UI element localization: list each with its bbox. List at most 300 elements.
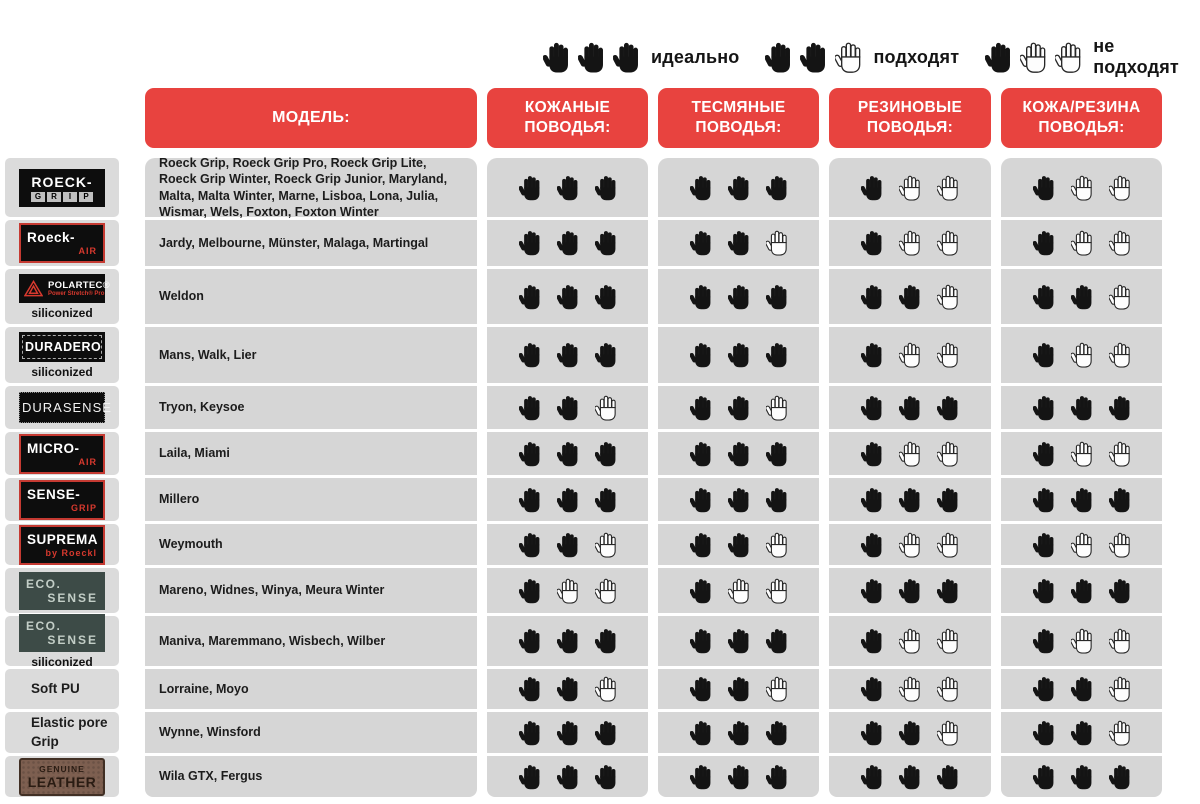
legend-label-ideal: идеально <box>651 46 740 67</box>
material-item-11 <box>5 712 119 753</box>
hand-filled-icon <box>899 284 921 310</box>
hand-filled-icon <box>519 764 541 790</box>
model-cell <box>145 616 477 666</box>
materials-sidebar <box>5 158 119 797</box>
hand-rating <box>1033 395 1131 421</box>
rating-cell <box>829 478 991 521</box>
rating-cell <box>658 269 819 324</box>
siliconized-label: siliconized <box>31 654 93 669</box>
legend-hands-not-suitable <box>985 42 1082 73</box>
legend-item-ideal <box>543 42 739 73</box>
hand-filled-icon <box>766 342 788 368</box>
rating-cell <box>487 568 648 613</box>
rating-cell <box>658 669 819 709</box>
hand-filled-icon <box>728 720 750 746</box>
material-label: Soft PU <box>31 680 80 696</box>
hand-filled-icon <box>1071 676 1093 702</box>
hand-filled-icon <box>1071 764 1093 790</box>
rating-cell <box>1001 712 1162 753</box>
column-header-2: ТЕСМЯНЫЕ ПОВОДЬЯ: <box>658 88 819 148</box>
hand-filled-icon <box>1033 764 1055 790</box>
model-cell <box>145 269 477 324</box>
legend-hands-ideal <box>543 42 640 73</box>
rating-cell <box>487 158 648 217</box>
siliconized-label: siliconized <box>31 305 93 320</box>
hand-filled-icon <box>519 628 541 654</box>
hand-filled-icon <box>937 487 959 513</box>
hand-filled-icon <box>519 720 541 746</box>
hand-filled-icon <box>519 441 541 467</box>
hand-filled-icon <box>690 441 712 467</box>
hand-outline-icon <box>937 441 959 467</box>
material-logo-genuine-leather: GENUINE LEATHER <box>19 758 105 796</box>
model-names: Mareno, Widnes, Winya, Meura Winter <box>159 583 385 598</box>
model-names: Roeck Grip, Roeck Grip Pro, Roeck Grip Lite, Roeck Grip Winter, Roeck Grip Junior, Maryland, Malta, Malta Winter, Marne, Lisboa, Lona, Julia, Wismar, Wels, Foxton, Foxton Winter <box>159 155 448 219</box>
material-item-1 <box>5 220 119 266</box>
hand-filled-icon <box>557 764 579 790</box>
hand-rating <box>690 628 788 654</box>
model-cell <box>145 432 477 475</box>
hand-rating <box>1033 628 1131 654</box>
hand-filled-icon <box>690 230 712 256</box>
material-logo-ecosense: ECO. SENSE <box>19 572 105 610</box>
hand-filled-icon <box>766 628 788 654</box>
hand-outline-icon <box>1109 676 1131 702</box>
hand-filled-icon <box>557 676 579 702</box>
hand-outline-icon <box>937 175 959 201</box>
compatibility-table <box>145 155 1162 797</box>
material-item-4 <box>5 386 119 429</box>
material-logo-duradero: DURADERO <box>19 332 105 362</box>
hand-filled-icon <box>557 342 579 368</box>
hand-rating <box>519 532 617 558</box>
hand-outline-icon <box>1109 720 1131 746</box>
hand-filled-icon <box>728 230 750 256</box>
hand-filled-icon <box>861 342 883 368</box>
model-cell <box>145 478 477 521</box>
hand-filled-icon <box>595 487 617 513</box>
hand-outline-icon <box>766 532 788 558</box>
hand-filled-icon <box>557 284 579 310</box>
hand-filled-icon <box>1033 230 1055 256</box>
hand-filled-icon <box>543 42 570 73</box>
hand-rating <box>519 342 617 368</box>
rating-cell <box>1001 269 1162 324</box>
material-logo: MICRO- AIR <box>19 434 105 474</box>
hand-outline-icon <box>899 676 921 702</box>
hand-rating <box>1033 676 1131 702</box>
rating-cell <box>1001 478 1162 521</box>
rating-cell <box>1001 220 1162 266</box>
hand-filled-icon <box>766 284 788 310</box>
hand-rating <box>1033 720 1131 746</box>
hand-filled-icon <box>800 42 827 73</box>
hand-rating <box>690 230 788 256</box>
rating-cell <box>829 269 991 324</box>
rating-cell <box>1001 386 1162 429</box>
hand-outline-icon <box>899 532 921 558</box>
hand-rating <box>690 676 788 702</box>
hand-filled-icon <box>557 441 579 467</box>
hand-filled-icon <box>595 720 617 746</box>
hand-filled-icon <box>861 230 883 256</box>
rating-cell <box>829 327 991 383</box>
hand-rating <box>519 395 617 421</box>
hand-filled-icon <box>899 578 921 604</box>
material-item-10 <box>5 669 119 709</box>
hand-rating <box>861 487 959 513</box>
legend-hands-suitable <box>765 42 862 73</box>
material-logo-ecosense: ECO. SENSE <box>19 614 105 652</box>
hand-filled-icon <box>557 532 579 558</box>
hand-rating <box>519 628 617 654</box>
model-names: Lorraine, Moyo <box>159 681 249 696</box>
legend <box>543 36 1200 78</box>
hand-rating <box>690 441 788 467</box>
hand-outline-icon <box>1071 175 1093 201</box>
hand-filled-icon <box>728 628 750 654</box>
hand-rating <box>519 676 617 702</box>
hand-outline-icon <box>1109 284 1131 310</box>
rating-cell <box>1001 756 1162 797</box>
legend-label-suitable: подходят <box>873 46 960 67</box>
hand-filled-icon <box>766 764 788 790</box>
hand-filled-icon <box>861 764 883 790</box>
hand-outline-icon <box>1109 441 1131 467</box>
hand-rating <box>1033 487 1131 513</box>
rating-cell <box>658 568 819 613</box>
hand-filled-icon <box>1033 284 1055 310</box>
hand-rating <box>519 764 617 790</box>
rating-cell <box>487 756 648 797</box>
hand-filled-icon <box>766 175 788 201</box>
hand-rating <box>861 532 959 558</box>
hand-filled-icon <box>595 441 617 467</box>
hand-rating <box>519 230 617 256</box>
hand-rating <box>690 578 788 604</box>
hand-filled-icon <box>595 284 617 310</box>
rating-cell <box>1001 568 1162 613</box>
model-names: Weldon <box>159 289 204 304</box>
material-item-8 <box>5 568 119 613</box>
rating-cell <box>1001 327 1162 383</box>
hand-rating <box>690 395 788 421</box>
material-item-2 <box>5 269 119 324</box>
model-names: Millero <box>159 492 200 507</box>
hand-filled-icon <box>1033 441 1055 467</box>
hand-filled-icon <box>519 487 541 513</box>
hand-filled-icon <box>937 764 959 790</box>
hand-outline-icon <box>595 532 617 558</box>
hand-filled-icon <box>519 230 541 256</box>
rating-cell <box>829 712 991 753</box>
rating-cell <box>658 524 819 565</box>
hand-outline-icon <box>1055 42 1082 73</box>
rating-cell <box>829 568 991 613</box>
hand-filled-icon <box>985 42 1012 73</box>
hand-rating <box>861 628 959 654</box>
model-names: Wynne, Winsford <box>159 725 261 740</box>
hand-filled-icon <box>899 487 921 513</box>
hand-rating <box>1033 230 1131 256</box>
material-logo-roeck-grip: ROECK- G R I P <box>19 169 105 207</box>
hand-filled-icon <box>1109 764 1131 790</box>
model-cell <box>145 524 477 565</box>
hand-rating <box>690 720 788 746</box>
material-item-5 <box>5 432 119 475</box>
hand-filled-icon <box>1033 532 1055 558</box>
rating-cell <box>487 616 648 666</box>
hand-filled-icon <box>519 342 541 368</box>
rating-cell <box>487 220 648 266</box>
column-header-model: МОДЕЛЬ: <box>145 88 477 148</box>
hand-filled-icon <box>1109 578 1131 604</box>
model-cell <box>145 220 477 266</box>
hand-filled-icon <box>1033 676 1055 702</box>
material-logo: SENSE- GRIP <box>19 480 105 520</box>
hand-filled-icon <box>1033 628 1055 654</box>
hand-outline-icon <box>937 284 959 310</box>
hand-filled-icon <box>690 764 712 790</box>
rating-cell <box>658 158 819 217</box>
rating-cell <box>1001 669 1162 709</box>
model-cell <box>145 568 477 613</box>
hand-outline-icon <box>937 628 959 654</box>
hand-filled-icon <box>519 532 541 558</box>
hand-outline-icon <box>728 578 750 604</box>
hand-outline-icon <box>766 230 788 256</box>
material-label: Elastic pore Grip <box>31 715 108 749</box>
hand-outline-icon <box>937 230 959 256</box>
hand-rating <box>1033 284 1131 310</box>
hand-outline-icon <box>899 175 921 201</box>
rating-cell <box>487 432 648 475</box>
hand-rating <box>1033 175 1131 201</box>
hand-filled-icon <box>1071 284 1093 310</box>
rating-cell <box>829 524 991 565</box>
hand-filled-icon <box>690 342 712 368</box>
legend-item-suitable <box>765 42 959 73</box>
hand-rating <box>861 578 959 604</box>
material-item-3 <box>5 327 119 383</box>
model-cell <box>145 712 477 753</box>
hand-filled-icon <box>690 487 712 513</box>
model-names: Maniva, Maremmano, Wisbech, Wilber <box>159 633 386 648</box>
hand-filled-icon <box>1033 395 1055 421</box>
hand-filled-icon <box>690 628 712 654</box>
hand-outline-icon <box>899 230 921 256</box>
hand-outline-icon <box>1071 628 1093 654</box>
hand-outline-icon <box>595 395 617 421</box>
hand-outline-icon <box>937 342 959 368</box>
rating-cell <box>487 327 648 383</box>
hand-filled-icon <box>861 487 883 513</box>
hand-filled-icon <box>1071 578 1093 604</box>
hand-filled-icon <box>728 676 750 702</box>
hand-outline-icon <box>1109 532 1131 558</box>
hand-rating <box>861 720 959 746</box>
hand-filled-icon <box>557 628 579 654</box>
table-header-row <box>145 88 1162 148</box>
hand-rating <box>519 284 617 310</box>
hand-filled-icon <box>861 578 883 604</box>
hand-filled-icon <box>690 395 712 421</box>
hand-filled-icon <box>557 395 579 421</box>
hand-filled-icon <box>519 395 541 421</box>
hand-rating <box>519 720 617 746</box>
hand-outline-icon <box>937 720 959 746</box>
hand-rating <box>861 764 959 790</box>
hand-filled-icon <box>1109 487 1131 513</box>
column-header-1: КОЖАНЫЕ ПОВОДЬЯ: <box>487 88 648 148</box>
hand-filled-icon <box>595 342 617 368</box>
hand-outline-icon <box>899 628 921 654</box>
hand-rating <box>519 487 617 513</box>
hand-filled-icon <box>557 487 579 513</box>
rating-cell <box>658 616 819 666</box>
material-logo-polartec: POLARTEC® Power Stretch® Pro <box>19 274 105 303</box>
rating-cell <box>1001 616 1162 666</box>
hand-rating <box>690 764 788 790</box>
hand-filled-icon <box>766 441 788 467</box>
hand-rating <box>690 342 788 368</box>
hand-rating <box>1033 532 1131 558</box>
rating-cell <box>487 712 648 753</box>
hand-outline-icon <box>1109 175 1131 201</box>
hand-outline-icon <box>937 532 959 558</box>
rating-cell <box>829 616 991 666</box>
rating-cell <box>487 524 648 565</box>
hand-filled-icon <box>861 175 883 201</box>
model-names: Mans, Walk, Lier <box>159 347 257 362</box>
hand-filled-icon <box>690 284 712 310</box>
rating-cell <box>829 756 991 797</box>
hand-rating <box>1033 441 1131 467</box>
model-cell <box>145 669 477 709</box>
hand-filled-icon <box>1071 720 1093 746</box>
hand-filled-icon <box>557 230 579 256</box>
hand-outline-icon <box>766 676 788 702</box>
hand-outline-icon <box>1020 42 1047 73</box>
hand-filled-icon <box>937 578 959 604</box>
rating-cell <box>658 386 819 429</box>
hand-filled-icon <box>861 284 883 310</box>
hand-outline-icon <box>557 578 579 604</box>
hand-filled-icon <box>1033 342 1055 368</box>
hand-outline-icon <box>766 578 788 604</box>
rating-cell <box>487 669 648 709</box>
material-item-9 <box>5 616 119 669</box>
rating-cell <box>829 386 991 429</box>
rating-cell <box>487 478 648 521</box>
hand-outline-icon <box>1109 628 1131 654</box>
hand-filled-icon <box>1033 175 1055 201</box>
hand-filled-icon <box>519 676 541 702</box>
hand-rating <box>861 230 959 256</box>
hand-rating <box>519 578 617 604</box>
legend-item-not-suitable <box>985 36 1200 78</box>
hand-filled-icon <box>861 628 883 654</box>
hand-filled-icon <box>690 720 712 746</box>
hand-filled-icon <box>1033 720 1055 746</box>
rating-cell <box>829 220 991 266</box>
hand-rating <box>519 441 617 467</box>
hand-filled-icon <box>690 676 712 702</box>
hand-rating <box>861 395 959 421</box>
legend-label-not-suitable: не подходят <box>1093 36 1179 77</box>
model-cell <box>145 155 477 219</box>
hand-filled-icon <box>899 720 921 746</box>
material-item-0 <box>5 158 119 217</box>
hand-filled-icon <box>899 395 921 421</box>
hand-rating <box>861 284 959 310</box>
hand-rating <box>1033 764 1131 790</box>
material-item-12 <box>5 756 119 797</box>
model-names: Jardy, Melbourne, Münster, Malaga, Martingal <box>159 235 429 250</box>
hand-rating <box>861 441 959 467</box>
hand-outline-icon <box>899 342 921 368</box>
model-names: Weymouth <box>159 537 223 552</box>
rating-cell <box>829 669 991 709</box>
hand-filled-icon <box>765 42 792 73</box>
rating-cell <box>658 712 819 753</box>
hand-filled-icon <box>578 42 605 73</box>
hand-outline-icon <box>937 676 959 702</box>
hand-rating <box>1033 342 1131 368</box>
hand-filled-icon <box>595 628 617 654</box>
model-cell <box>145 756 477 797</box>
hand-outline-icon <box>595 578 617 604</box>
rating-cell <box>658 756 819 797</box>
hand-filled-icon <box>728 342 750 368</box>
hand-rating <box>690 175 788 201</box>
hand-filled-icon <box>899 764 921 790</box>
hand-filled-icon <box>1109 395 1131 421</box>
hand-filled-icon <box>766 720 788 746</box>
hand-filled-icon <box>1071 395 1093 421</box>
hand-rating <box>690 532 788 558</box>
hand-outline-icon <box>1071 230 1093 256</box>
rating-cell <box>658 432 819 475</box>
model-cell <box>145 386 477 429</box>
hand-rating <box>861 342 959 368</box>
rating-cell <box>658 327 819 383</box>
material-item-7 <box>5 524 119 565</box>
model-names: Laila, Miami <box>159 446 230 461</box>
hand-outline-icon <box>1071 532 1093 558</box>
material-item-6 <box>5 478 119 521</box>
hand-rating <box>861 676 959 702</box>
hand-filled-icon <box>1033 487 1055 513</box>
hand-rating <box>690 487 788 513</box>
rating-cell <box>487 386 648 429</box>
hand-filled-icon <box>519 175 541 201</box>
hand-filled-icon <box>728 441 750 467</box>
hand-filled-icon <box>728 487 750 513</box>
column-header-4: КОЖА/РЕЗИНА ПОВОДЬЯ: <box>1001 88 1162 148</box>
hand-rating <box>861 175 959 201</box>
hand-filled-icon <box>766 487 788 513</box>
hand-filled-icon <box>728 284 750 310</box>
rating-cell <box>658 478 819 521</box>
hand-rating <box>519 175 617 201</box>
hand-outline-icon <box>1071 441 1093 467</box>
hand-filled-icon <box>861 532 883 558</box>
hand-filled-icon <box>690 532 712 558</box>
hand-outline-icon <box>835 42 862 73</box>
hand-outline-icon <box>595 676 617 702</box>
hand-outline-icon <box>766 395 788 421</box>
